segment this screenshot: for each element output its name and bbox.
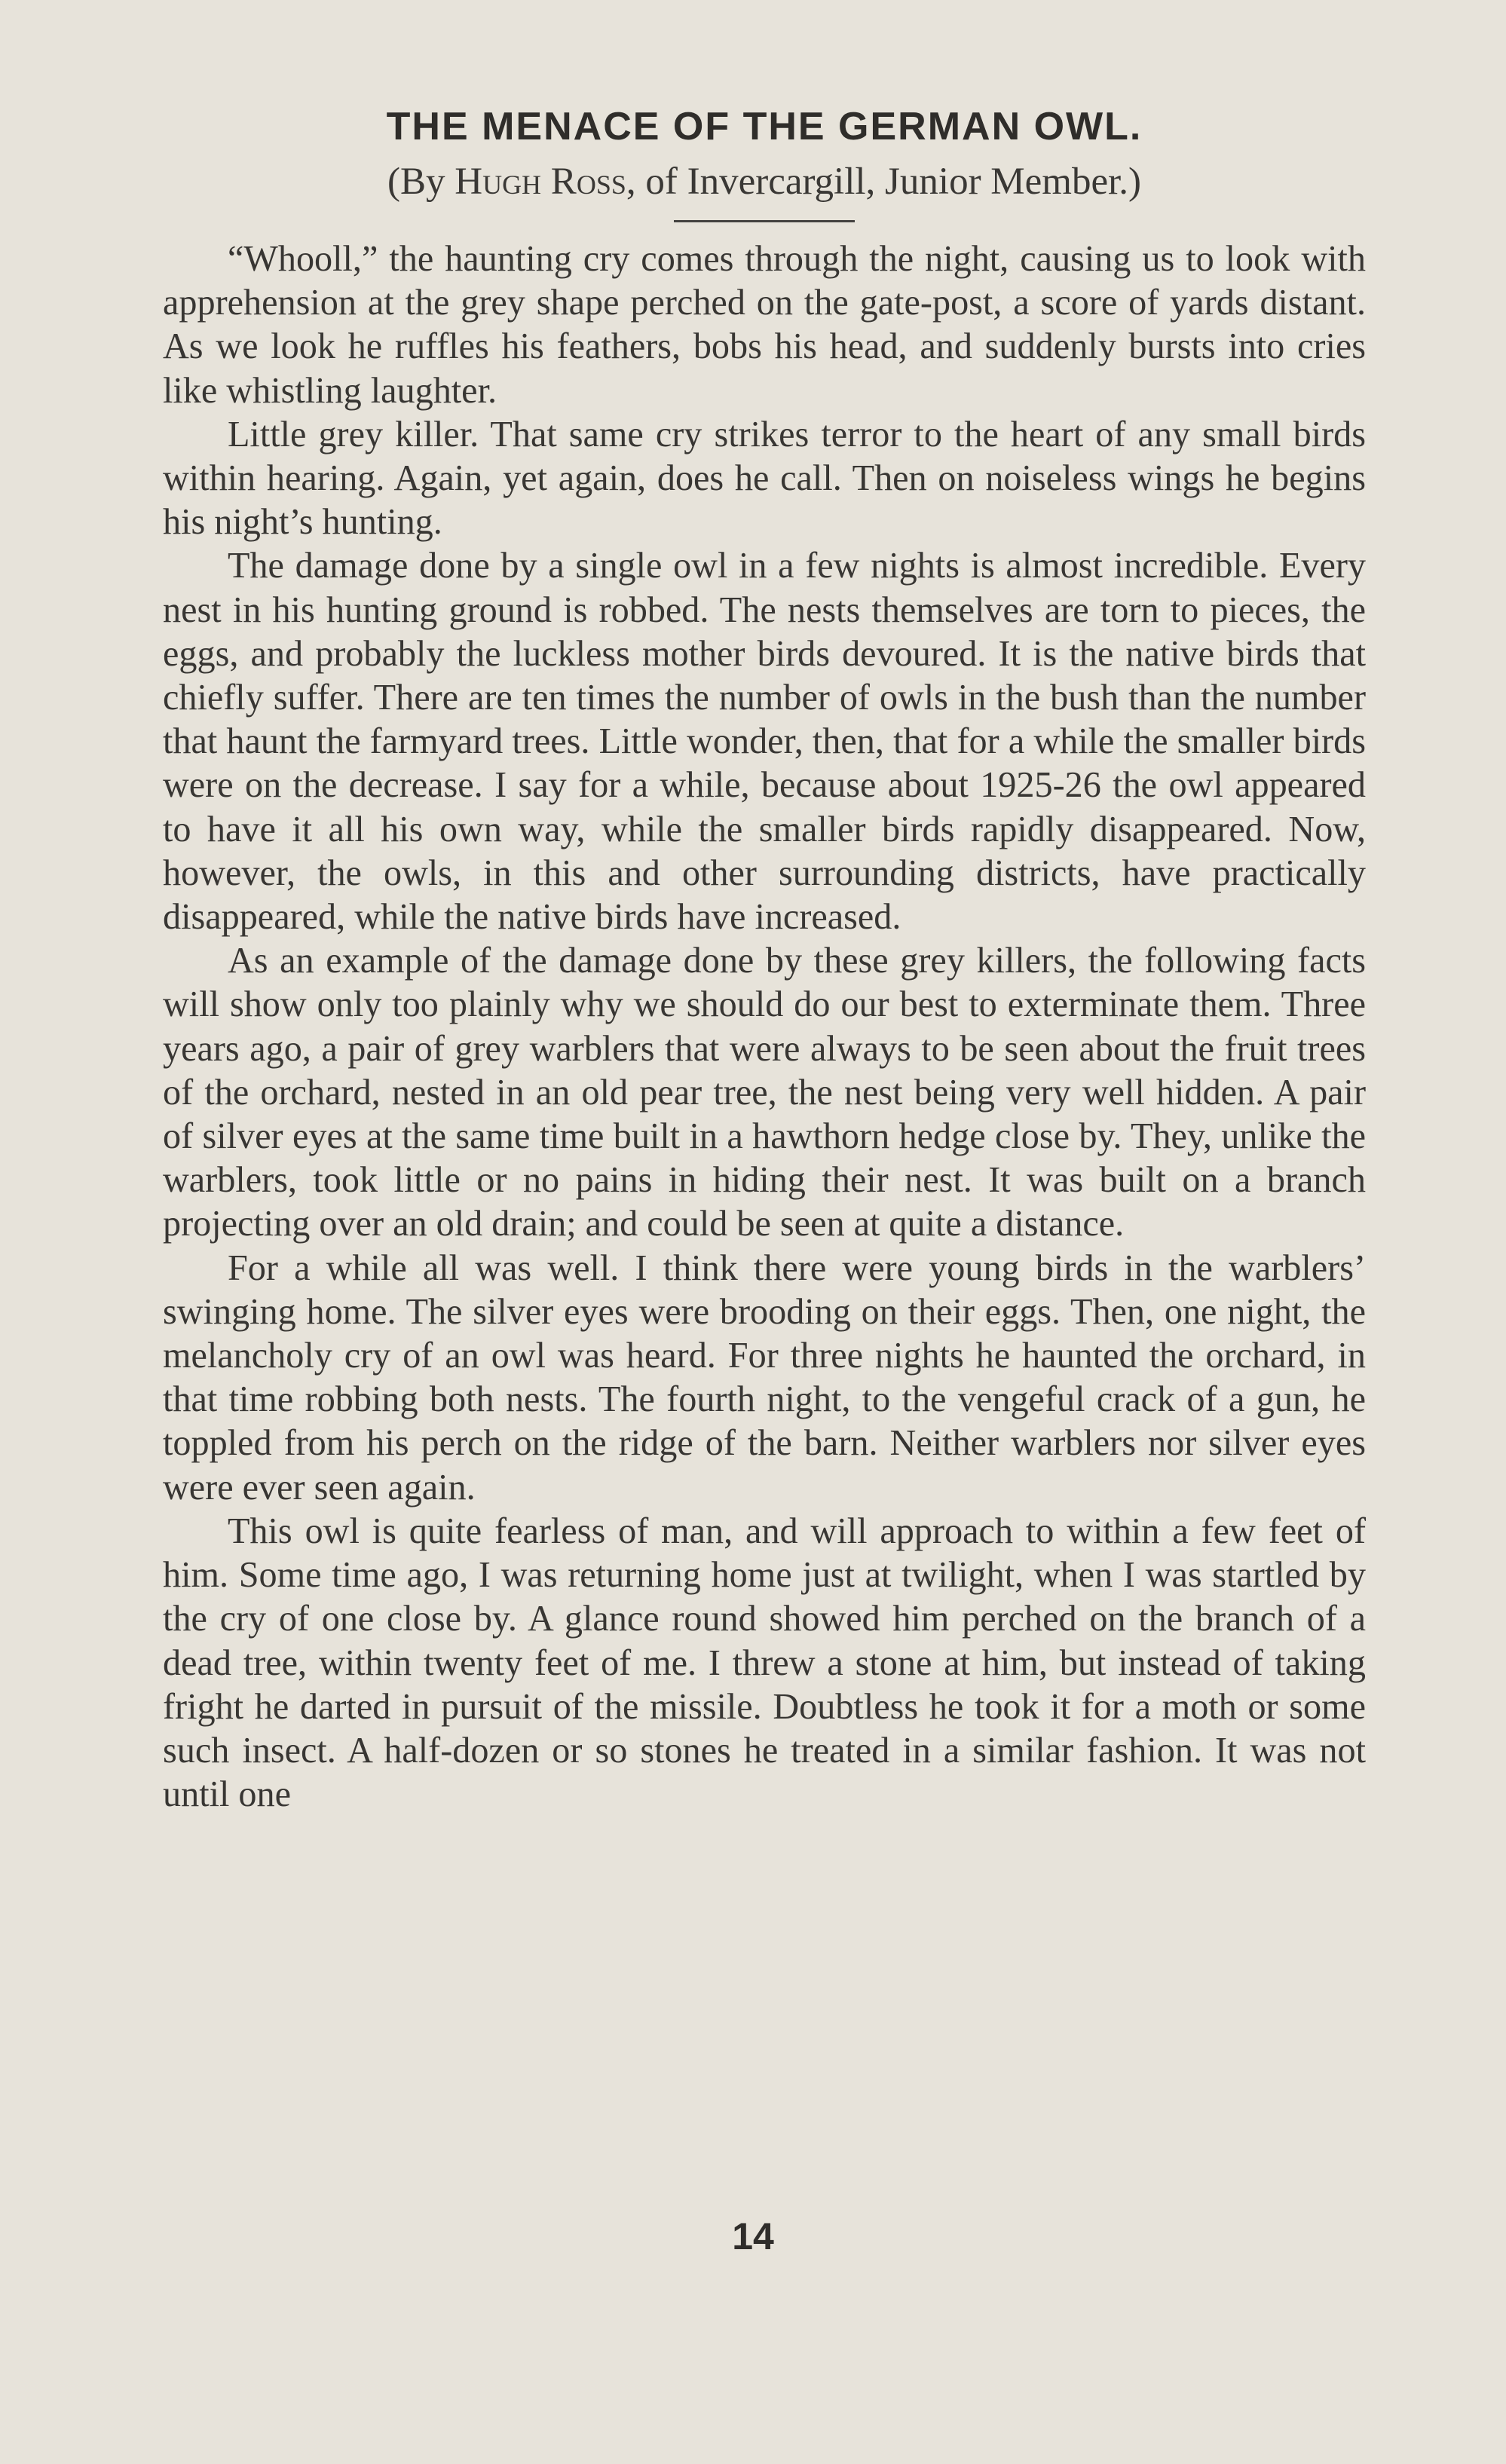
title-divider [674, 220, 855, 222]
text-column [163, 96, 1366, 1817]
paragraph: As an example of the damage done by these grey killers, the following facts will show only too plainly why we should do our best to exterminate them. Three years ago, a pair of grey warblers that were always to be seen about the fruit trees of the orchard, nested in an old pear tree, the nest being very well hidden. A pair of silver eyes at the same time built in a hawthorn hedge close by. They, unlike the warblers, took little or no pains in hiding their nest. It was built on a branch projecting over an old drain; and could be seen at quite a distance. [163, 941, 1366, 1244]
paragraph: Little grey killer. That same cry strikes terror to the heart of any small birds within hearing. Again, yet again, does he call. Then on noiseless wings he begins his night’s hunting. [163, 414, 1366, 543]
page-number: 14 [732, 2215, 774, 2257]
paragraph: This owl is quite fearless of man, and will approach to within a few feet of him. Some time ago, I was returning home just at twilight, when I was startled by the cry of one close by. A glance round showed him perched on the branch of a dead tree, within twenty feet of me. I threw a stone at him, but instead of taking fright he darted in pursuit of the missile. Doubtless he took it for a moth or some such insect. A half-dozen or so stones he treated in a similar fashion. It was not until one [163, 1511, 1366, 1815]
article-title: THE MENACE OF THE GERMAN OWL. [386, 105, 1143, 148]
paragraph: The damage done by a single owl in a few nights is almost incredible. Every nest in his hunting ground is robbed. The nests themselves are torn to pieces, the eggs, and probably the luckless mother birds devoured. It is the native birds that chiefly suffer. There are ten times the number of owls in the bush than the number that haunt the farmyard trees. Little wonder, then, that for a while the smaller birds were on the decrease. I say for a while, because about 1925-26 the owl appeared to have it all his own way, while the smaller birds rapidly disappeared. Now, however, the owls, in this and other surrounding districts, have practically disappeared, while the native birds have increased. [163, 546, 1366, 938]
byline-author: Hugh Ross [455, 161, 626, 203]
byline-prefix: (By [387, 161, 455, 203]
byline-suffix: , of Invercargill, Junior Member.) [626, 161, 1141, 203]
paragraph: For a while all was well. I think there were young birds in the warblers’ swinging home. The silver eyes were brooding on their eggs. Then, one night, the melancholy cry of an owl was heard. For three nights he haunted the orchard, in that time robbing both nests. The fourth night, to the vengeful crack of a gun, he toppled from his perch on the ridge of the barn. Neither warblers nor silver eyes were ever seen again. [163, 1247, 1366, 1507]
byline [163, 157, 1366, 207]
article-body [163, 237, 1366, 1817]
paragraph: “Whooll,” the haunting cry comes through the night, causing us to look with apprehension at the grey shape perched on the gate-post, a score of yards distant. As we look he ruffles his feathers, bobs his head, and suddenly bursts into cries like whistling laughter. [163, 239, 1366, 411]
